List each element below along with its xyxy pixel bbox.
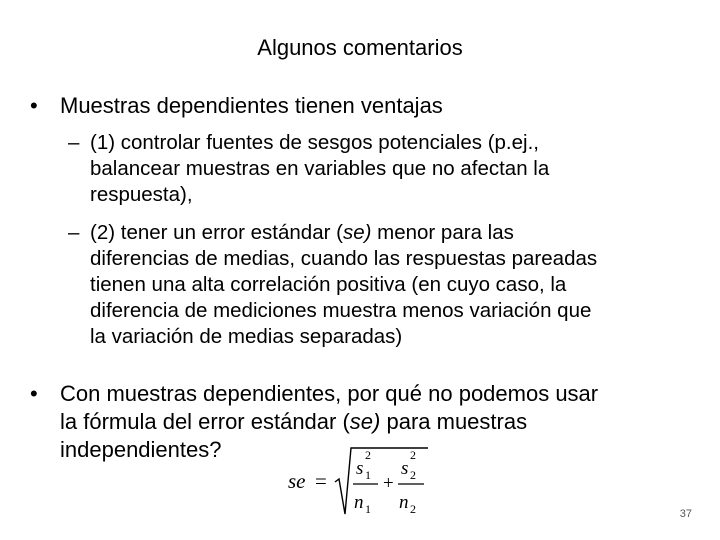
standard-error-formula	[288, 444, 428, 520]
num1-sub: 1	[365, 468, 371, 482]
num2-sup: 2	[410, 448, 416, 462]
num1-sup: 2	[365, 448, 371, 462]
slide-title: Algunos comentarios	[257, 35, 463, 60]
bullet-marker: •	[30, 93, 38, 118]
subbullet-marker: –	[68, 131, 80, 154]
formula-plus: +	[383, 473, 394, 494]
den2-sub: 2	[410, 502, 416, 516]
num2-base: s	[401, 458, 409, 479]
text-line: diferencia de mediciones muestra menos variación que	[90, 299, 592, 322]
num1-base: s	[356, 458, 364, 479]
text-run: (2) tener un error estándar (	[90, 221, 343, 244]
italic-se: se)	[349, 409, 381, 434]
den2-base: n	[399, 492, 409, 513]
subbullet-marker: –	[68, 221, 80, 244]
text-line: tienen una alta correlación positiva (en cuyo caso, la	[90, 273, 567, 296]
den1-sub: 1	[365, 502, 371, 516]
subbullet-text	[90, 130, 549, 208]
page-number: 37	[679, 508, 692, 520]
text-line: independientes?	[60, 437, 222, 462]
text-line: diferencias de medias, cuando las respuestas pareadas	[90, 247, 598, 270]
num2-sub: 2	[410, 468, 416, 482]
text-run: menor para las	[371, 221, 514, 244]
italic-se: se)	[342, 221, 372, 244]
text-line: (1) controlar fuentes de sesgos potenciales (p.ej.,	[90, 131, 539, 154]
formula-num1	[356, 458, 363, 479]
text-line: respuesta),	[90, 183, 193, 206]
text-run: para muestras	[380, 409, 528, 434]
text-run: la fórmula del error estándar (	[60, 409, 350, 434]
text-line	[90, 220, 597, 246]
formula-equals: =	[315, 469, 327, 493]
text-line	[60, 408, 598, 436]
text-line: Con muestras dependientes, por qué no podemos usar	[60, 381, 599, 406]
den1-base: n	[354, 492, 364, 513]
text-line: la variación de medias separadas)	[90, 325, 403, 348]
formula-lhs: se	[288, 469, 306, 493]
subbullet-text	[90, 220, 597, 350]
bullet-text: Muestras dependientes tienen ventajas	[60, 93, 443, 118]
text-line: balancear muestras en variables que no afectan la	[90, 157, 550, 180]
bullet-marker: •	[30, 381, 38, 406]
